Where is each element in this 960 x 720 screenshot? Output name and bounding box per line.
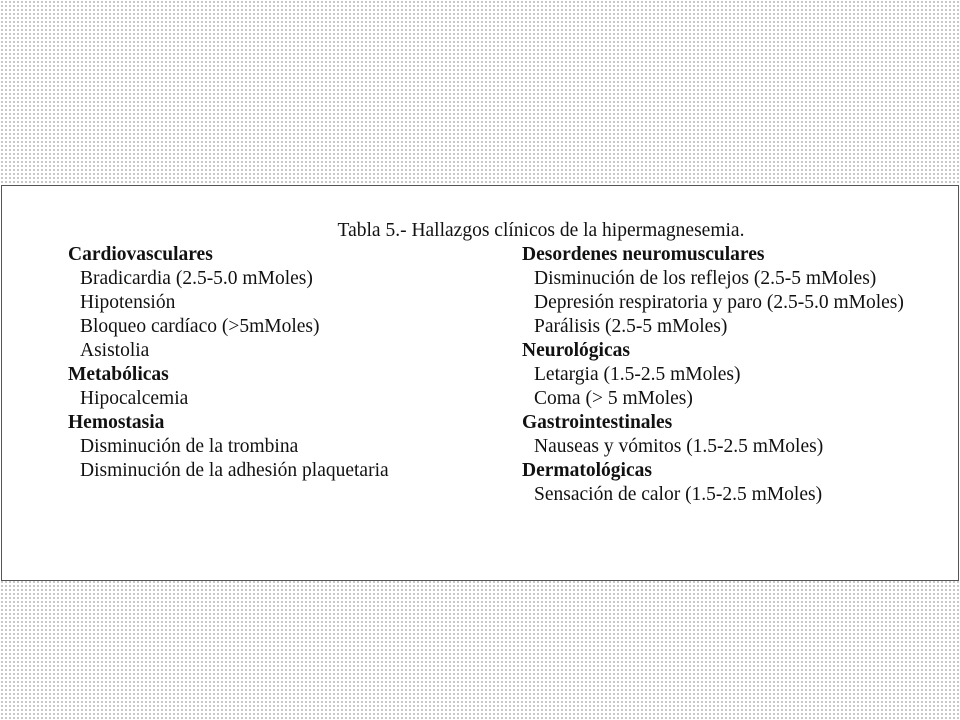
category-heading: Metabólicas xyxy=(68,364,169,385)
finding-item: Depresión respiratoria y paro (2.5-5.0 mMoles) xyxy=(534,292,904,313)
table-title: Tabla 5.- Hallazgos clínicos de la hipermagnesemia. xyxy=(337,220,745,241)
category-heading: Neurológicas xyxy=(522,340,630,361)
finding-item: Disminución de los reflejos (2.5-5 mMoles) xyxy=(534,268,877,289)
table-panel xyxy=(1,185,959,581)
right-column xyxy=(522,243,904,507)
category-heading: Dermatológicas xyxy=(522,460,652,481)
finding-item: Hipocalcemia xyxy=(80,388,189,409)
finding-item: Disminución de la trombina xyxy=(80,436,299,457)
finding-item: Disminución de la adhesión plaquetaria xyxy=(80,460,389,481)
finding-item: Asistolia xyxy=(80,340,150,361)
category-heading: Cardiovasculares xyxy=(68,244,213,265)
finding-item: Nauseas y vómitos (1.5-2.5 mMoles) xyxy=(534,436,824,457)
category-heading: Gastrointestinales xyxy=(522,412,673,433)
left-column xyxy=(68,243,389,483)
finding-item: Letargia (1.5-2.5 mMoles) xyxy=(534,364,741,385)
finding-item: Sensación de calor (1.5-2.5 mMoles) xyxy=(534,484,823,505)
finding-item: Bloqueo cardíaco (>5mMoles) xyxy=(80,316,320,337)
category-heading: Hemostasia xyxy=(68,412,165,433)
finding-item: Parálisis (2.5-5 mMoles) xyxy=(534,316,728,337)
finding-item: Bradicardia (2.5-5.0 mMoles) xyxy=(80,268,313,289)
finding-item: Coma (> 5 mMoles) xyxy=(534,388,693,409)
category-heading: Desordenes neuromusculares xyxy=(522,244,765,265)
finding-item: Hipotensión xyxy=(80,292,176,313)
